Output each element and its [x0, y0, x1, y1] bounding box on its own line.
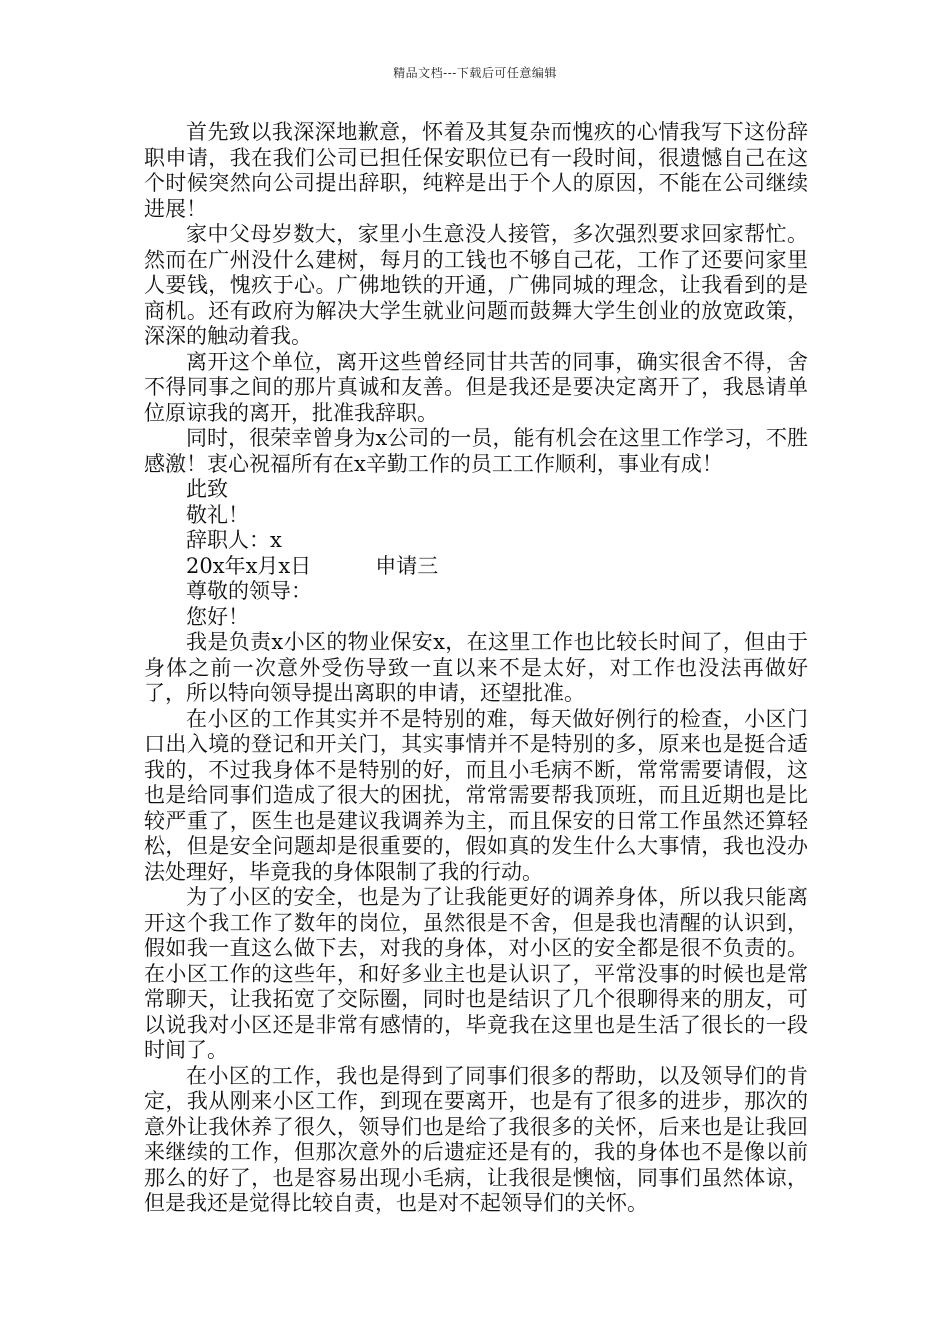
paragraph-gratitude: 在小区的工作，我也是得到了同事们很多的帮助，以及领导们的肯定，我从刚来小区工作，到现在要离开，也是有了很多的进步，那次的意外让我休养了很久，领导们也是给了我很多的关怀，后来也是让我回来继续的工作，但那次意外的后遗症还是有的，我的身体也不是像以前那么的好了，也是容易出现小毛病，让我很是懊恼，同事们虽然体谅，但是我还是觉得比较自责，也是对不起领导们的关怀。 [144, 1063, 808, 1215]
date-line [144, 554, 808, 580]
paragraph-apology: 首先致以我深深地歉意，怀着及其复杂而愧疚的心情我写下这份辞职申请，我在我们公司已担任保安职位已有一段时间，很遗憾自己在这个时候突然向公司提出辞职，纯粹是出于个人的原因，不能在公司继续进展！ [144, 120, 808, 221]
paragraph-leaving: 离开这个单位，离开这些曾经同甘共苦的同事，确实很舍不得，舍不得同事之间的那片真诚和友善。但是我还是要决定离开了，我恳请单位原谅我的离开，批准我辞职。 [144, 349, 808, 425]
next-section-title: 申请三 [375, 553, 439, 578]
paragraph-thanks: 同时，很荣幸曾身为x公司的一员，能有机会在这里工作学习，不胜感激！衷心祝福所有在x辛勤工作的员工工作顺利，事业有成！ [144, 426, 808, 476]
document-body [144, 120, 808, 1217]
paragraph-introduction: 我是负责x小区的物业保安x，在这里工作也比较长时间了，但由于身体之前一次意外受伤导致一直以来不是太好，对工作也没法再做好了，所以特向领导提出离职的申请，还望批准。 [144, 630, 808, 705]
paragraph-family-reason: 家中父母岁数大，家里小生意没人接管，多次强烈要求回家帮忙。然而在广州没什么建树，每月的工钱也不够自己花，工作了还要问家里人要钱，愧疚于心。广佛地铁的开通，广佛同城的理念，让我看到的是商机。还有政府为解决大学生就业问题而鼓舞大学生创业的放宽政策，深深的触动着我。 [144, 222, 808, 348]
paragraph-decision: 为了小区的安全，也是为了让我能更好的调养身体，所以我只能离开这个我工作了数年的岗位，虽然很是不舍，但是我也清醒的认识到，假如我一直这么做下去，对我的身体，对小区的安全都是很不负责的。在小区工作的这些年，和好多业主也是认识了，平常没事的时候也是常常聊天，让我拓宽了交际圈，同时也是结识了几个很聊得来的朋友，可以说我对小区还是非常有感情的，毕竟我在这里也是生活了很长的一段时间了。 [144, 885, 808, 1062]
paragraph-work-health: 在小区的工作其实并不是特别的难，每天做好例行的检查，小区门口出入境的登记和开关门，其实事情并不是特别的多，原来也是挺合适我的，不过我身体不是特别的好，而且小毛病不断，常常需要请假，这也是给同事们造成了很大的困扰，常常需要帮我顶班，而且近期也是比较严重了，医生也是建议我调养为主，而且保安的日常工作虽然还算轻松，但是安全问题却是很重要的，假如真的发生什么大事情，我也没办法处理好，毕竟我的身体限制了我的行动。 [144, 706, 808, 884]
salutation-line: 尊敬的领导： [186, 579, 312, 603]
date-text: 20x年x月x日 [186, 553, 312, 578]
closing-line-1: 此致 [186, 477, 228, 501]
signer-line: 辞职人：x [186, 528, 282, 552]
closing-line-2: 敬礼！ [186, 502, 249, 527]
hello-line: 您好！ [186, 604, 249, 629]
page-header: 精品文档---下载后可任意编辑 [393, 66, 557, 80]
